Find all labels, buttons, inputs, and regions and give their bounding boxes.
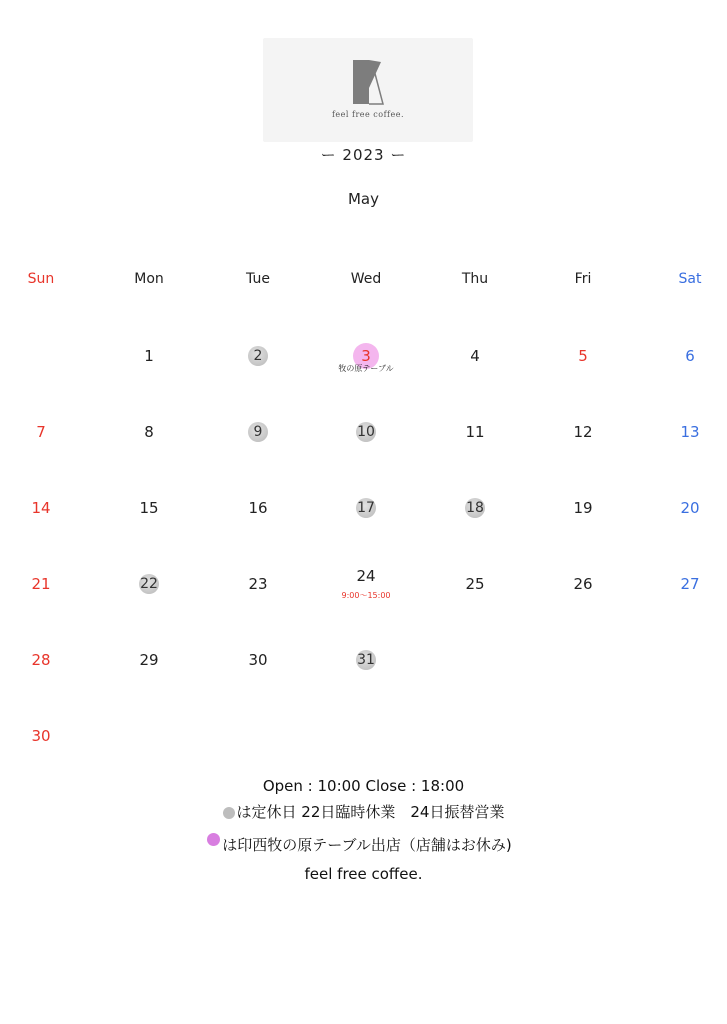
day-cell-saturday — [636, 346, 727, 406]
day-cell-closed — [312, 650, 420, 710]
month-heading: May — [347, 190, 379, 208]
day-cell-saturday — [636, 498, 727, 558]
day-number: 24 — [356, 567, 376, 585]
day-cell — [95, 498, 203, 558]
legend-closed-text: は定休日 22日臨時休業 24日振替営業 — [236, 803, 505, 821]
day-number: 25 — [465, 575, 485, 593]
day-cell-closed — [204, 422, 312, 482]
day-cell — [421, 346, 529, 406]
day-cell — [95, 650, 203, 710]
special-hours-note: 9:00〜15:00 — [341, 591, 391, 600]
day-cell-event — [312, 346, 420, 406]
day-number: 28 — [31, 651, 51, 669]
day-cell — [421, 574, 529, 634]
day-cell-holiday — [529, 346, 637, 406]
day-number: 6 — [685, 347, 695, 365]
day-number: 5 — [578, 347, 588, 365]
day-cell — [95, 422, 203, 482]
day-number: 18 — [466, 500, 484, 516]
shop-name: feel free coffee. — [304, 865, 423, 883]
day-cell — [204, 574, 312, 634]
day-cell-closed — [204, 346, 312, 406]
weekday-thu: Thu — [461, 271, 489, 287]
event-note: 牧の原テーブル — [338, 364, 394, 373]
day-cell-sunday — [0, 650, 95, 710]
day-number: 7 — [36, 423, 46, 441]
day-number: 13 — [680, 423, 700, 441]
day-number: 12 — [573, 423, 593, 441]
day-number: 30 — [248, 651, 268, 669]
legend-event-text: は印西牧の原テーブル出店（店舗はお休み) — [222, 836, 512, 854]
weekday-sun: Sun — [27, 271, 55, 287]
event-marker-icon — [207, 833, 220, 846]
day-cell — [95, 346, 203, 406]
business-hours: Open : 10:00 Close : 18:00 — [262, 777, 465, 795]
day-number: 11 — [465, 423, 485, 441]
weekday-fri: Fri — [574, 271, 592, 287]
day-number: 29 — [139, 651, 159, 669]
day-cell — [529, 498, 637, 558]
shop-logo — [263, 38, 473, 142]
day-number: 2 — [248, 346, 268, 366]
day-number: 23 — [248, 575, 268, 593]
day-number: 22 — [140, 576, 158, 592]
day-number: 14 — [31, 499, 51, 517]
day-cell-sunday — [0, 422, 95, 482]
day-number: 17 — [357, 500, 375, 516]
day-cell-closed — [95, 574, 203, 634]
logo-text: feel free coffee. — [331, 110, 405, 119]
legend-closed-row — [0, 801, 727, 822]
day-cell-special-hours — [312, 566, 420, 626]
day-number: 21 — [31, 575, 51, 593]
year-heading: ー 2023 ー — [320, 146, 407, 164]
day-cell-saturday — [636, 574, 727, 634]
day-number: 30 — [31, 727, 51, 745]
day-number: 27 — [680, 575, 700, 593]
day-cell — [204, 650, 312, 710]
weekday-tue: Tue — [246, 271, 270, 287]
day-cell-sunday — [0, 574, 95, 634]
day-cell-closed — [312, 422, 420, 482]
day-number: 19 — [573, 499, 593, 517]
day-number: 16 — [248, 499, 268, 517]
day-cell — [421, 422, 529, 482]
day-number: 15 — [139, 499, 159, 517]
day-number: 9 — [248, 422, 268, 442]
day-cell — [529, 574, 637, 634]
day-number: 3 — [353, 343, 379, 369]
day-number: 20 — [680, 499, 700, 517]
day-number: 10 — [357, 424, 375, 440]
day-number: 26 — [573, 575, 593, 593]
legend-event-row — [0, 834, 723, 855]
weekday-sat: Sat — [678, 271, 702, 287]
weekday-mon: Mon — [134, 271, 164, 287]
day-cell-saturday — [636, 422, 727, 482]
day-cell-closed — [421, 498, 529, 558]
day-cell-closed — [312, 498, 420, 558]
day-number: 1 — [144, 347, 154, 365]
day-cell-sunday — [0, 498, 95, 558]
day-number: 31 — [357, 652, 375, 668]
day-cell — [529, 422, 637, 482]
day-cell — [204, 498, 312, 558]
day-number: 4 — [470, 347, 480, 365]
day-number: 8 — [144, 423, 154, 441]
weekday-wed: Wed — [350, 271, 382, 287]
closed-marker-icon — [223, 807, 235, 819]
pitcher-logo-icon — [351, 58, 387, 106]
